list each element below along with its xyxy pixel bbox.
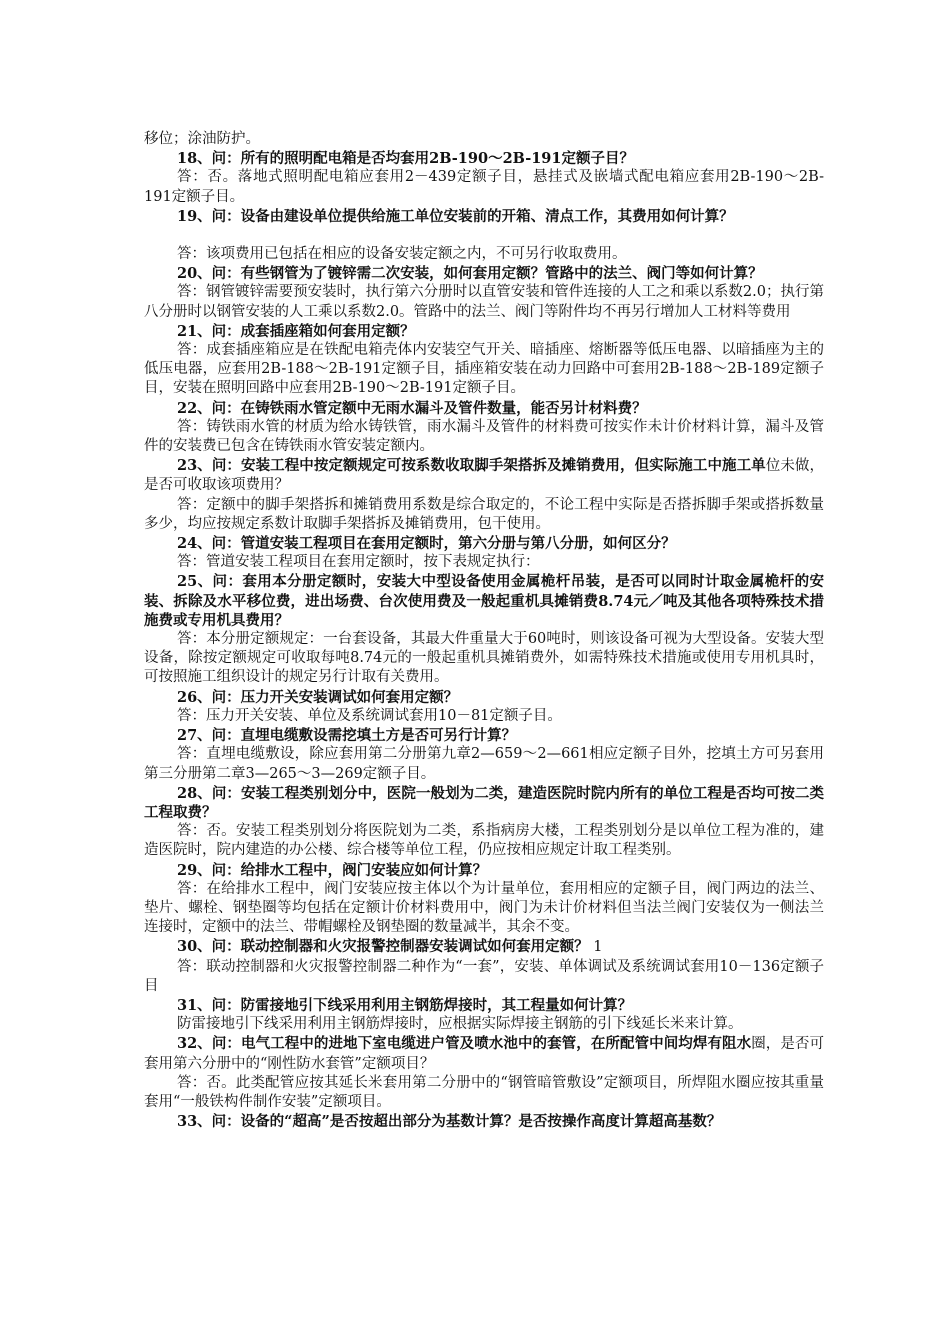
question-paragraph: 31、问：防雷接地引下线采用利用主钢筋焊接时，其工程量如何计算？ xyxy=(177,996,633,1014)
question-bold-text: 30、问：联动控制器和火灾报警控制器安装调试如何套用定额？ xyxy=(177,938,589,956)
question-paragraph: 28、问：安装工程类别划分中，医院一般划为二类，建造医院时院内所有的单位工程是否均可按二类工程取费？ xyxy=(144,784,824,821)
question-paragraph: 24、问：管道安装工程项目在套用定额时，第六分册与第八分册，如何区分？ xyxy=(177,535,676,553)
answer-paragraph: 答：铸铁雨水管的材质为给水铸铁管，雨水漏斗及管件的材料费可按实作未计价材料计算，漏斗及管件的安装费已包含在铸铁雨水管安装定额内。 xyxy=(144,418,824,455)
answer-paragraph: 答：管道安装工程项目在套用定额时，按下表规定执行： xyxy=(177,554,540,571)
answer-paragraph: 答：钢管镀锌需要预安装时，执行第六分册时以直管安装和管件连接的人工之和乘以系数2.0；执行第八分册时以钢管安装的人工乘以系数2.0。管路中的法兰、阀门等附件均不再另行增加人工材料等费用 xyxy=(144,284,824,320)
answer-paragraph: 答：定额中的脚手架搭拆和摊销费用系数是综合取定的，不论工程中实际是否搭拆脚手架或搭拆数量多少，均应按规定系数计取脚手架搭拆及摊销费用，包干使用。 xyxy=(144,496,824,532)
question-paragraph: 29、问：给排水工程中，阀门安装应如何计算？ xyxy=(177,861,488,879)
answer-paragraph: 答：该项费用已包括在相应的设备安装定额之内，不可另行收取费用。 xyxy=(177,246,627,263)
question-paragraph: 20、问：有些钢管为了镀锌需二次安装，如何套用定额？管路中的法兰、阀门等如何计算？ xyxy=(177,265,763,283)
answer-paragraph: 答：在给排水工程中，阀门安装应按主体以个为计量单位，套用相应的定额子目，阀门两边的法兰、垫片、螺栓、钢垫圈等均包括在定额计价材料费用中，阀门为未计价材料但当法兰阀门安装仅为一侧法兰连接时，定额中的法兰、带帽螺栓及钢垫圈的数量减半，其余不变。 xyxy=(144,880,824,936)
question-paragraph xyxy=(144,456,824,495)
answer-paragraph: 答：本分册定额规定：一台套设备，其最大件重量大于60吨时，则该设备可视为大型设备。安装大型设备，除按定额规定可收取每吨8.74元的一般起重机具摊销费外，如需特殊技术措施或使用专用机具时，可按照施工组织设计的规定另行计取有关费用。 xyxy=(144,631,824,686)
answer-paragraph: 答：联动控制器和火灾报警控制器二种作为“一套”，安装、单体调试及系统调试套用10－136定额子目 xyxy=(144,958,824,994)
question-paragraph: 25、问：套用本分册定额时，安装大中型设备使用金属桅杆吊装，是否可以同时计取金属桅杆的安装、拆除及水平移位费，进出场费、台次使用费及一般起重机具摊销费8.74元／吨及其他各项特殊技术措施费或专用机具费用？ xyxy=(144,573,824,629)
answer-paragraph: 答：否。落地式照明配电箱应套用2－439定额子目，悬挂式及嵌墙式配电箱应套用2B-190～2B-191定额子目。 xyxy=(144,169,824,205)
question-bold-text: 32、问：电气工程中的进地下室电缆进户管及喷水池中的套管，在所配管中间均焊有阻水 xyxy=(177,1035,752,1053)
question-normal-text: 位未做，是否可收取该项费用？ xyxy=(144,458,824,494)
answer-paragraph: 答：成套插座箱应是在铁配电箱壳体内安装空气开关、暗插座、熔断器等低压电器、以暗插座为主的低压电器，应套用2B-188～2B-191定额子目，插座箱安装在动力回路中可套用2B-188～2B-189定额子目，安装在照明回路中应套用2B-190～2B-191定额子目。 xyxy=(144,342,824,397)
blank-line xyxy=(144,226,824,245)
answer-paragraph: 答：否。此类配管应按其延长米套用第二分册中的“钢管暗管敷设”定额项目，所焊阻水圈应按其重量套用“一般铁构件制作安装”定额项目。 xyxy=(144,1074,824,1110)
answer-paragraph: 移位；涂油防护。 xyxy=(144,131,260,147)
question-paragraph: 27、问：直埋电缆敷设需挖填土方是否可另行计算？ xyxy=(177,727,517,745)
question-paragraph: 19、问：设备由建设单位提供给施工单位安装前的开箱、清点工作，其费用如何计算？ xyxy=(177,207,734,225)
answer-paragraph: 答：否。安装工程类别划分将医院划为二类，系指病房大楼，工程类别划分是以单位工程为准的，建造医院时，院内建造的办公楼、综合楼等单位工程，仍应按相应规定计取工程类别。 xyxy=(144,823,824,859)
question-paragraph: 33、问：设备的“超高”是否按超出部分为基数计算？是否按操作高度计算超高基数？ xyxy=(177,1113,722,1131)
question-paragraph: 26、问：压力开关安装调试如何套用定额？ xyxy=(177,688,459,706)
question-paragraph: 21、问：成套插座箱如何套用定额？ xyxy=(177,322,415,340)
question-normal-text: 1 xyxy=(588,939,603,956)
answer-paragraph: 防雷接地引下线采用利用主钢筋焊接时，应根据实际焊接主钢筋的引下线延长米来计算。 xyxy=(177,1016,743,1033)
document-body xyxy=(144,130,824,1131)
question-paragraph xyxy=(144,937,824,957)
answer-paragraph: 答：直埋电缆敷设，除应套用第二分册第九章2—659～2—661相应定额子目外，挖填土方可另套用第三分册第二章3—265～3—269定额子目。 xyxy=(144,746,824,782)
question-paragraph: 22、问：在铸铁雨水管定额中无雨水漏斗及管件数量，能否另计材料费？ xyxy=(177,399,647,417)
question-bold-text: 23、问：安装工程中按定额规定可按系数收取脚手架搭拆及摊销费用，但实际施工中施工单 xyxy=(177,457,766,475)
question-paragraph: 18、问：所有的照明配电箱是否均套用2B-190～2B-191定额子目？ xyxy=(177,150,634,168)
answer-paragraph: 答：压力开关安装、单位及系统调试套用10－81定额子目。 xyxy=(177,707,562,724)
question-normal-text: 圈，是否可套用第六分册中的“刚性防水套管”定额项目？ xyxy=(144,1036,824,1072)
question-paragraph xyxy=(144,1034,824,1073)
